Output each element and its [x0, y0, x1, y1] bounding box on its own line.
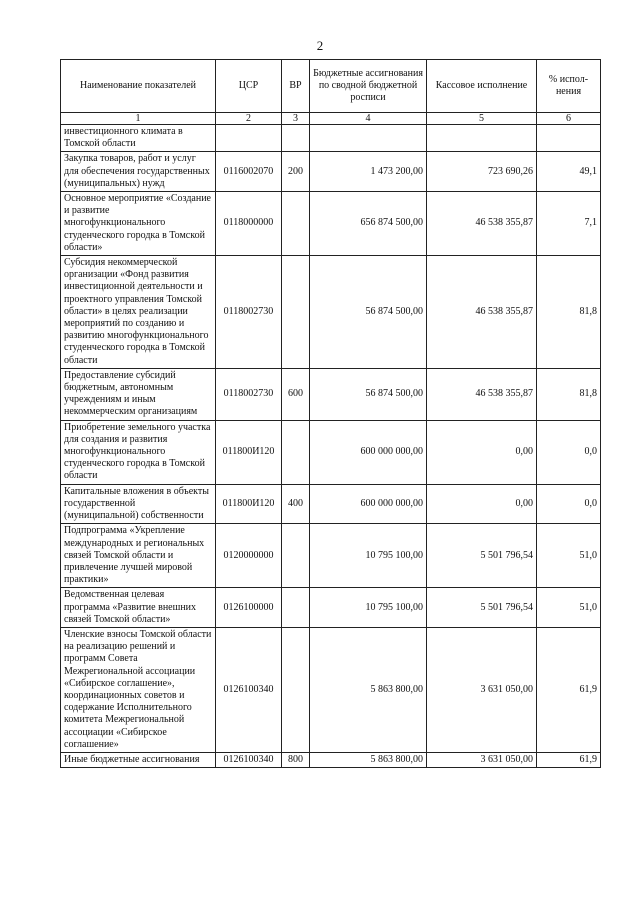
table-row [61, 420, 601, 484]
row-csr: 0120000000 [216, 524, 282, 588]
header-csr: ЦСР [216, 60, 282, 113]
row-percent: 7,1 [537, 192, 601, 256]
row-vr: 200 [282, 152, 310, 192]
row-percent: 0,0 [537, 420, 601, 484]
row-vr [282, 420, 310, 484]
row-csr: 0126100340 [216, 627, 282, 752]
row-percent: 51,0 [537, 524, 601, 588]
row-csr: 011800И120 [216, 420, 282, 484]
header-name: Наименование показателей [61, 60, 216, 113]
row-vr [282, 256, 310, 369]
table-row [61, 256, 601, 369]
row-cash: 5 501 796,54 [427, 524, 537, 588]
row-percent: 49,1 [537, 152, 601, 192]
row-name: Основное мероприятие «Создание и развитие многофункционального студенческого городка в Томской области» [61, 192, 216, 256]
row-budget: 56 874 500,00 [310, 368, 427, 420]
row-csr: 0118002730 [216, 256, 282, 369]
row-cash: 3 631 050,00 [427, 627, 537, 752]
row-cash: 5 501 796,54 [427, 588, 537, 628]
row-budget: 1 473 200,00 [310, 152, 427, 192]
row-csr: 0126100340 [216, 752, 282, 767]
table-row [61, 368, 601, 420]
row-budget: 600 000 000,00 [310, 420, 427, 484]
table-row [61, 627, 601, 752]
table-row [61, 524, 601, 588]
page-number: 2 [316, 38, 324, 53]
column-number-row [61, 113, 601, 125]
column-number: 3 [282, 113, 310, 125]
row-name: инвестиционного климата в Томской области [61, 125, 216, 152]
row-percent: 51,0 [537, 588, 601, 628]
table-row [61, 484, 601, 524]
row-csr: 0116002070 [216, 152, 282, 192]
row-name: Иные бюджетные ассигнования [61, 752, 216, 767]
row-cash: 723 690,26 [427, 152, 537, 192]
row-name: Членские взносы Томской области на реализацию решений и программ Совета Межрегиональной ассоциации «Сибирское соглашение», координационных советов и содержание Исполнительного комитета Межрегиональной ассоциации «Сибирское соглашение» [61, 627, 216, 752]
row-budget: 5 863 800,00 [310, 752, 427, 767]
row-budget: 656 874 500,00 [310, 192, 427, 256]
row-budget: 10 795 100,00 [310, 524, 427, 588]
column-number: 2 [216, 113, 282, 125]
row-vr [282, 125, 310, 152]
row-vr: 400 [282, 484, 310, 524]
row-name: Капитальные вложения в объекты государственной (муниципальной) собственности [61, 484, 216, 524]
table-row [61, 588, 601, 628]
column-number: 6 [537, 113, 601, 125]
row-vr [282, 192, 310, 256]
row-budget [310, 125, 427, 152]
row-vr: 600 [282, 368, 310, 420]
row-percent [537, 125, 601, 152]
row-percent: 61,9 [537, 627, 601, 752]
row-name: Приобретение земельного участка для создания и развития многофункционального студенческого городка в Томской области [61, 420, 216, 484]
row-name: Закупка товаров, работ и услуг для обеспечения государственных (муниципальных) нужд [61, 152, 216, 192]
row-budget: 600 000 000,00 [310, 484, 427, 524]
row-cash: 3 631 050,00 [427, 752, 537, 767]
row-name: Подпрограмма «Укрепление международных и региональных связей Томской области и привлечение лучшей мировой практики» [61, 524, 216, 588]
row-csr: 0126100000 [216, 588, 282, 628]
row-cash: 0,00 [427, 420, 537, 484]
row-percent: 0,0 [537, 484, 601, 524]
header-cash: Кассовое исполнение [427, 60, 537, 113]
row-vr: 800 [282, 752, 310, 767]
row-cash: 46 538 355,87 [427, 368, 537, 420]
row-percent: 81,8 [537, 368, 601, 420]
row-csr: 0118000000 [216, 192, 282, 256]
table-row [61, 152, 601, 192]
row-name: Предоставление субсидий бюджетным, автономным учреждениям и иным некоммерческим организациям [61, 368, 216, 420]
row-name: Субсидия некоммерческой организации «Фонд развития инвестиционной деятельности и проектного управления Томской области» в целях реализации мероприятий по созданию и развитию многофункционального студенческого городка в Томской области [61, 256, 216, 369]
table-row [61, 125, 601, 152]
budget-execution-table [60, 59, 601, 768]
row-budget: 56 874 500,00 [310, 256, 427, 369]
header-budget: Бюджетные ассигнования по сводной бюджетной росписи [310, 60, 427, 113]
column-number: 4 [310, 113, 427, 125]
row-name: Ведомственная целевая программа «Развитие внешних связей Томской области» [61, 588, 216, 628]
row-budget: 10 795 100,00 [310, 588, 427, 628]
row-vr [282, 588, 310, 628]
column-number: 1 [61, 113, 216, 125]
column-number: 5 [427, 113, 537, 125]
row-percent: 81,8 [537, 256, 601, 369]
table-row [61, 192, 601, 256]
row-csr: 0118002730 [216, 368, 282, 420]
table-header-row [61, 60, 601, 113]
row-cash: 46 538 355,87 [427, 192, 537, 256]
header-percent: % испол-нения [537, 60, 601, 113]
row-cash: 0,00 [427, 484, 537, 524]
header-vr: ВР [282, 60, 310, 113]
row-csr: 011800И120 [216, 484, 282, 524]
row-cash [427, 125, 537, 152]
row-csr [216, 125, 282, 152]
row-vr [282, 524, 310, 588]
row-budget: 5 863 800,00 [310, 627, 427, 752]
table-row [61, 752, 601, 767]
row-percent: 61,9 [537, 752, 601, 767]
row-vr [282, 627, 310, 752]
row-cash: 46 538 355,87 [427, 256, 537, 369]
